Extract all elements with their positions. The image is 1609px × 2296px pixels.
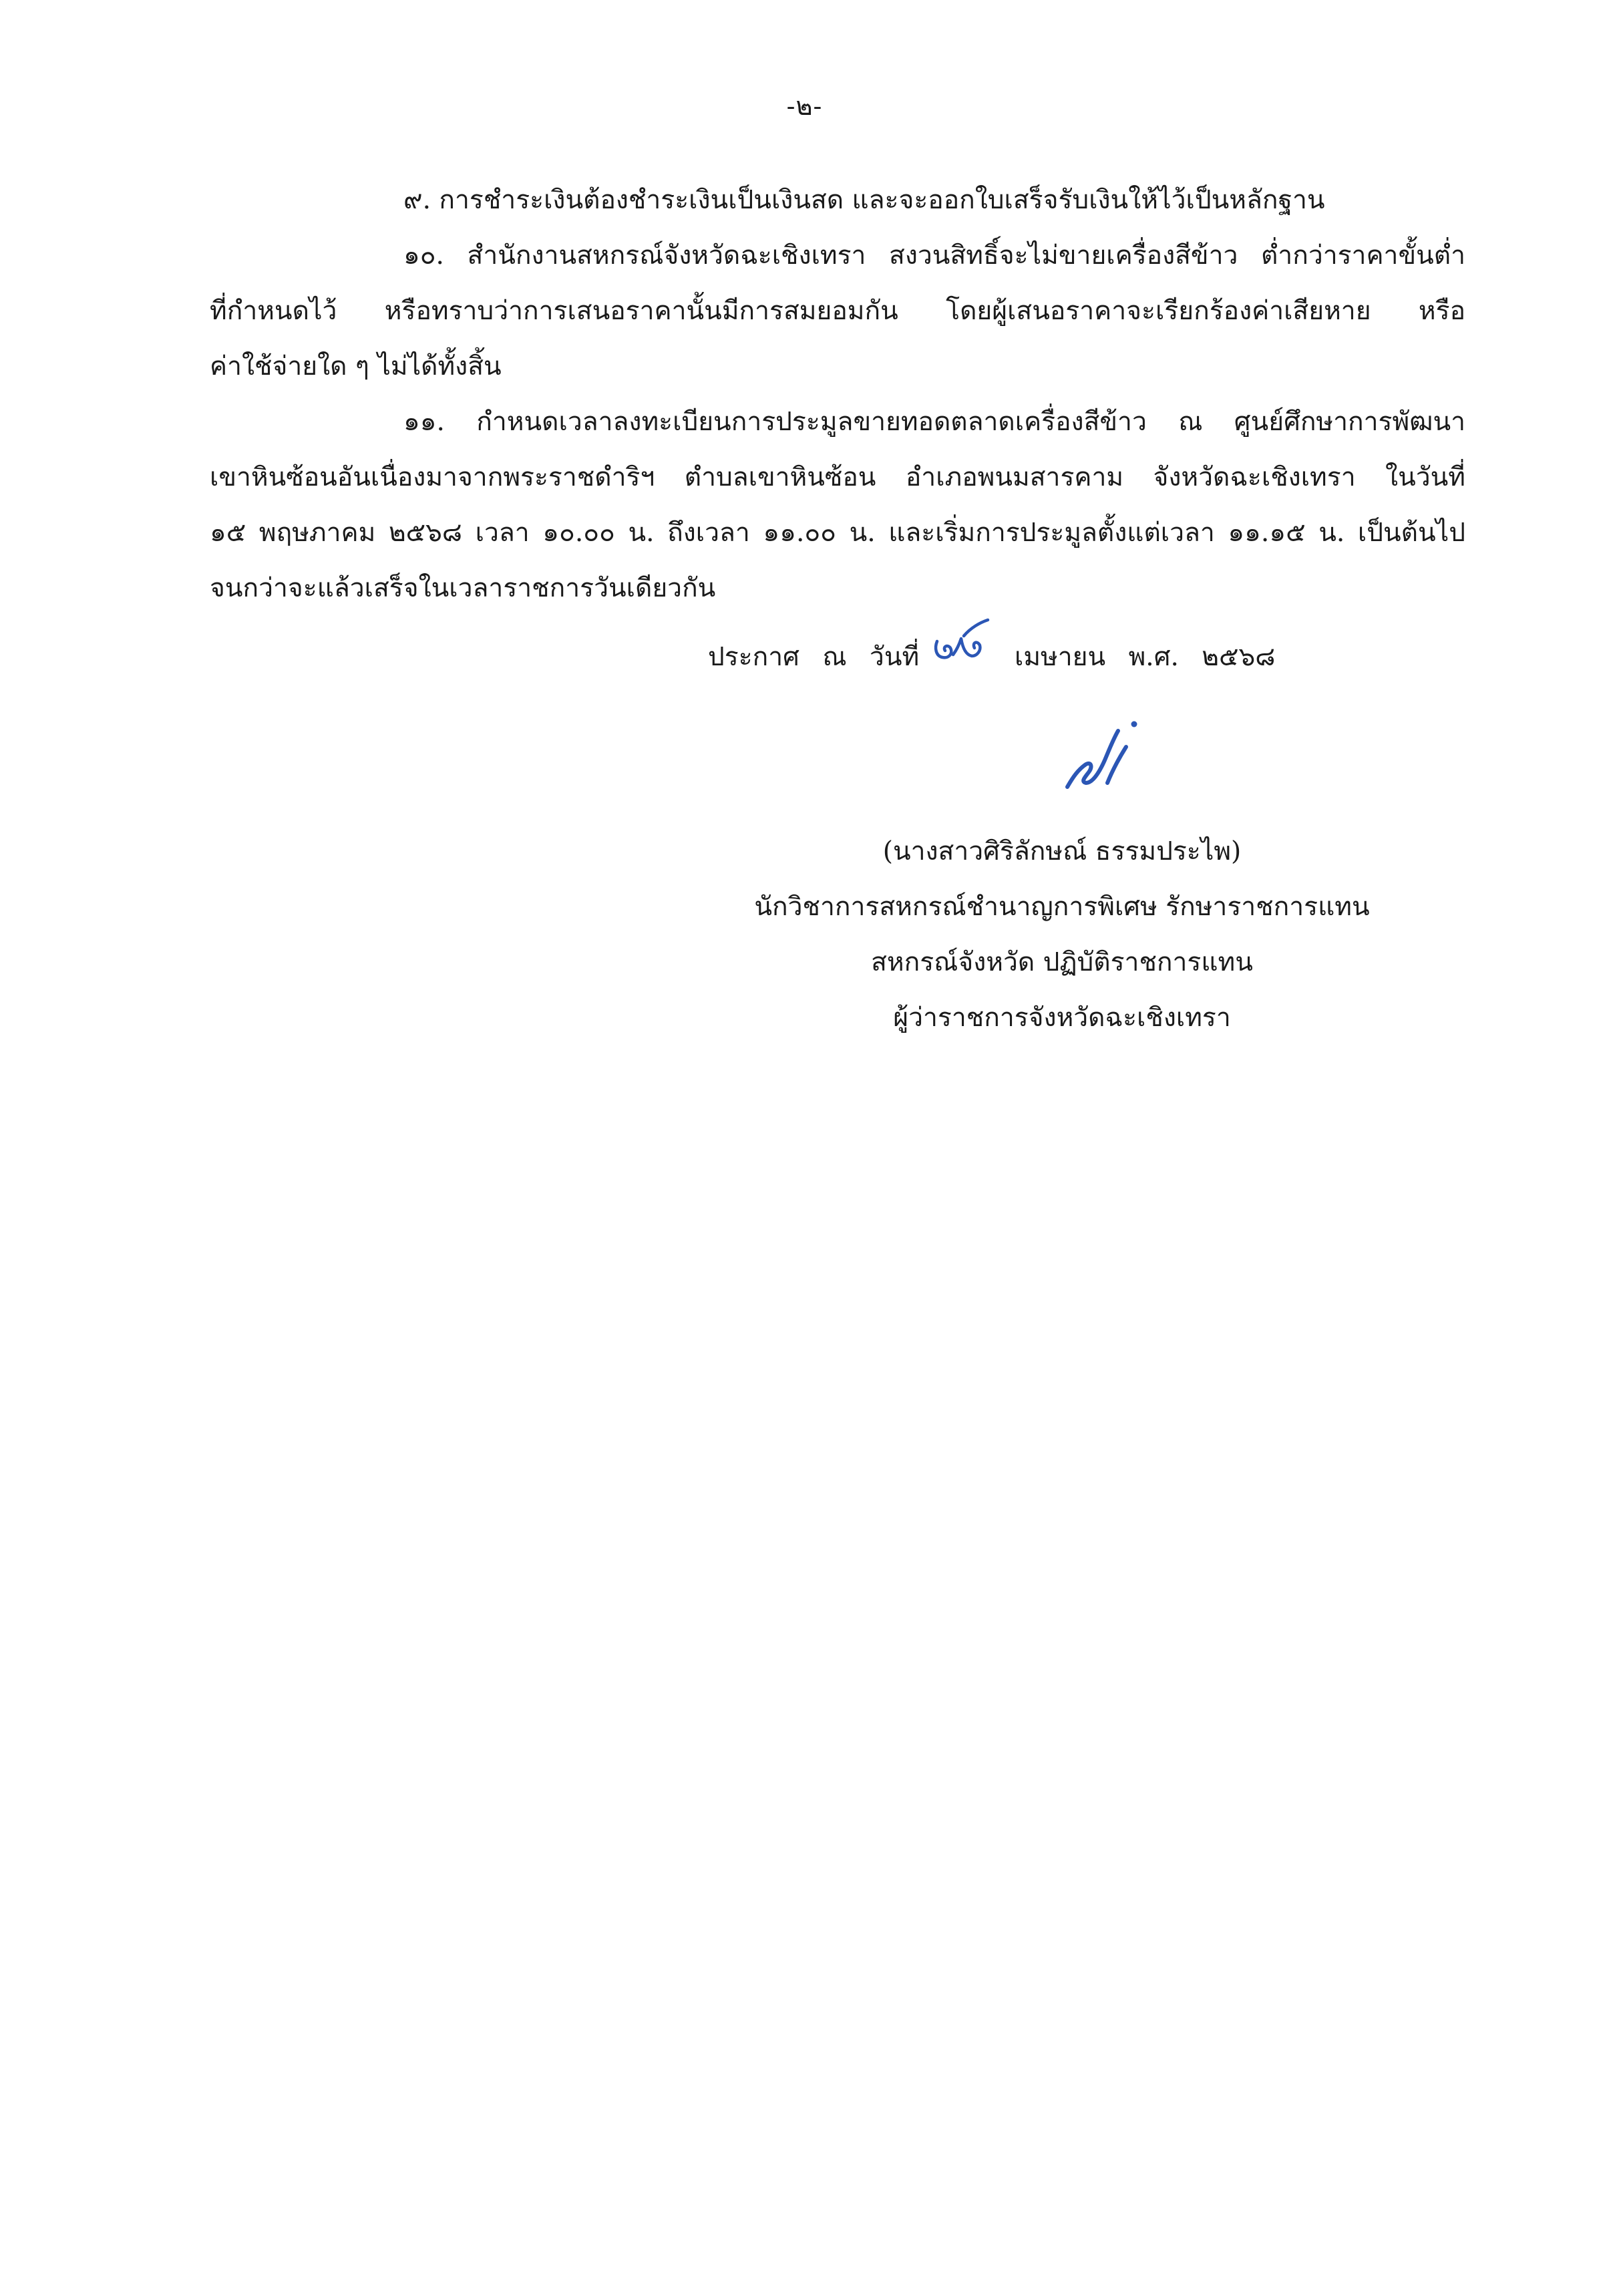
handwritten-day-number: [930, 629, 992, 669]
item-10-line-1: ๑๐. สำนักงานสหกรณ์จังหวัดฉะเชิงเทรา สงวนสิทธิ์จะไม่ขายเครื่องสีข้าว ต่ำกว่าราคาขั้นต่ำ: [403, 240, 1465, 271]
item-11-line-4: จนกว่าจะแล้วเสร็จในเวลาราชการวันเดียวกัน: [210, 573, 716, 603]
announcement-year: ๒๕๖๘: [1202, 642, 1276, 672]
signatory-name: (นางสาวศิริลักษณ์ ธรรมประไพ): [882, 836, 1242, 866]
announcement-month: เมษายน: [1015, 642, 1106, 672]
signatory-position-2: สหกรณ์จังหวัด ปฏิบัติราชการแทน: [871, 947, 1253, 977]
signatory-position-3: ผู้ว่าราชการจังหวัดฉะเชิงเทรา: [893, 1003, 1231, 1033]
announcement-prefix: ประกาศ: [708, 642, 799, 672]
item-9-paragraph: [210, 172, 1465, 228]
signature-ink: [1049, 708, 1149, 802]
announcement-date: [708, 629, 1469, 685]
page-number: -๒-: [786, 92, 823, 121]
announcement-day-label: วันที่: [869, 642, 920, 672]
item-11-line-2: เขาหินซ้อนอันเนื่องมาจากพระราชดำริฯ ตำบลเขาหินซ้อน อำเภอพนมสารคาม จังหวัดฉะเชิงเทรา ในวันที่: [210, 462, 1465, 492]
item-11-line-1: ๑๑. กำหนดเวลาลงทะเบียนการประมูลขายทอดตลาดเครื่องสีข้าว ณ ศูนย์ศึกษาการพัฒนา: [403, 407, 1465, 437]
item-9-line-1: ๙. การชำระเงินต้องชำระเงินเป็นเงินสด และจะออกใบเสร็จรับเงินให้ไว้เป็นหลักฐาน: [403, 185, 1325, 215]
handwritten-day-ink: [930, 616, 992, 669]
signatory-block: [668, 824, 1456, 1045]
announcement-era: พ.ศ.: [1128, 642, 1179, 672]
item-11-line-3: ๑๕ พฤษภาคม ๒๕๖๘ เวลา ๑๐.๐๐ น. ถึงเวลา ๑๑.๐๐ น. และเริ่มการประมูลตั้งแต่เวลา ๑๑.๑๕ น. เป็นต้นไป: [210, 518, 1465, 548]
announcement-at: ณ: [822, 642, 847, 672]
signatory-position-1: นักวิชาการสหกรณ์ชำนาญการพิเศษ รักษาราชการแทน: [754, 892, 1370, 922]
item-11-paragraph: [210, 394, 1465, 616]
item-10-line-3: ค่าใช้จ่ายใด ๆ ไม่ได้ทั้งสิ้น: [210, 351, 502, 381]
item-10-line-2: ที่กำหนดไว้ หรือทราบว่าการเสนอราคานั้นมีการสมยอมกัน โดยผู้เสนอราคาจะเรียกร้องค่าเสียหาย หรือ: [210, 296, 1465, 326]
item-10-paragraph: [210, 228, 1465, 394]
